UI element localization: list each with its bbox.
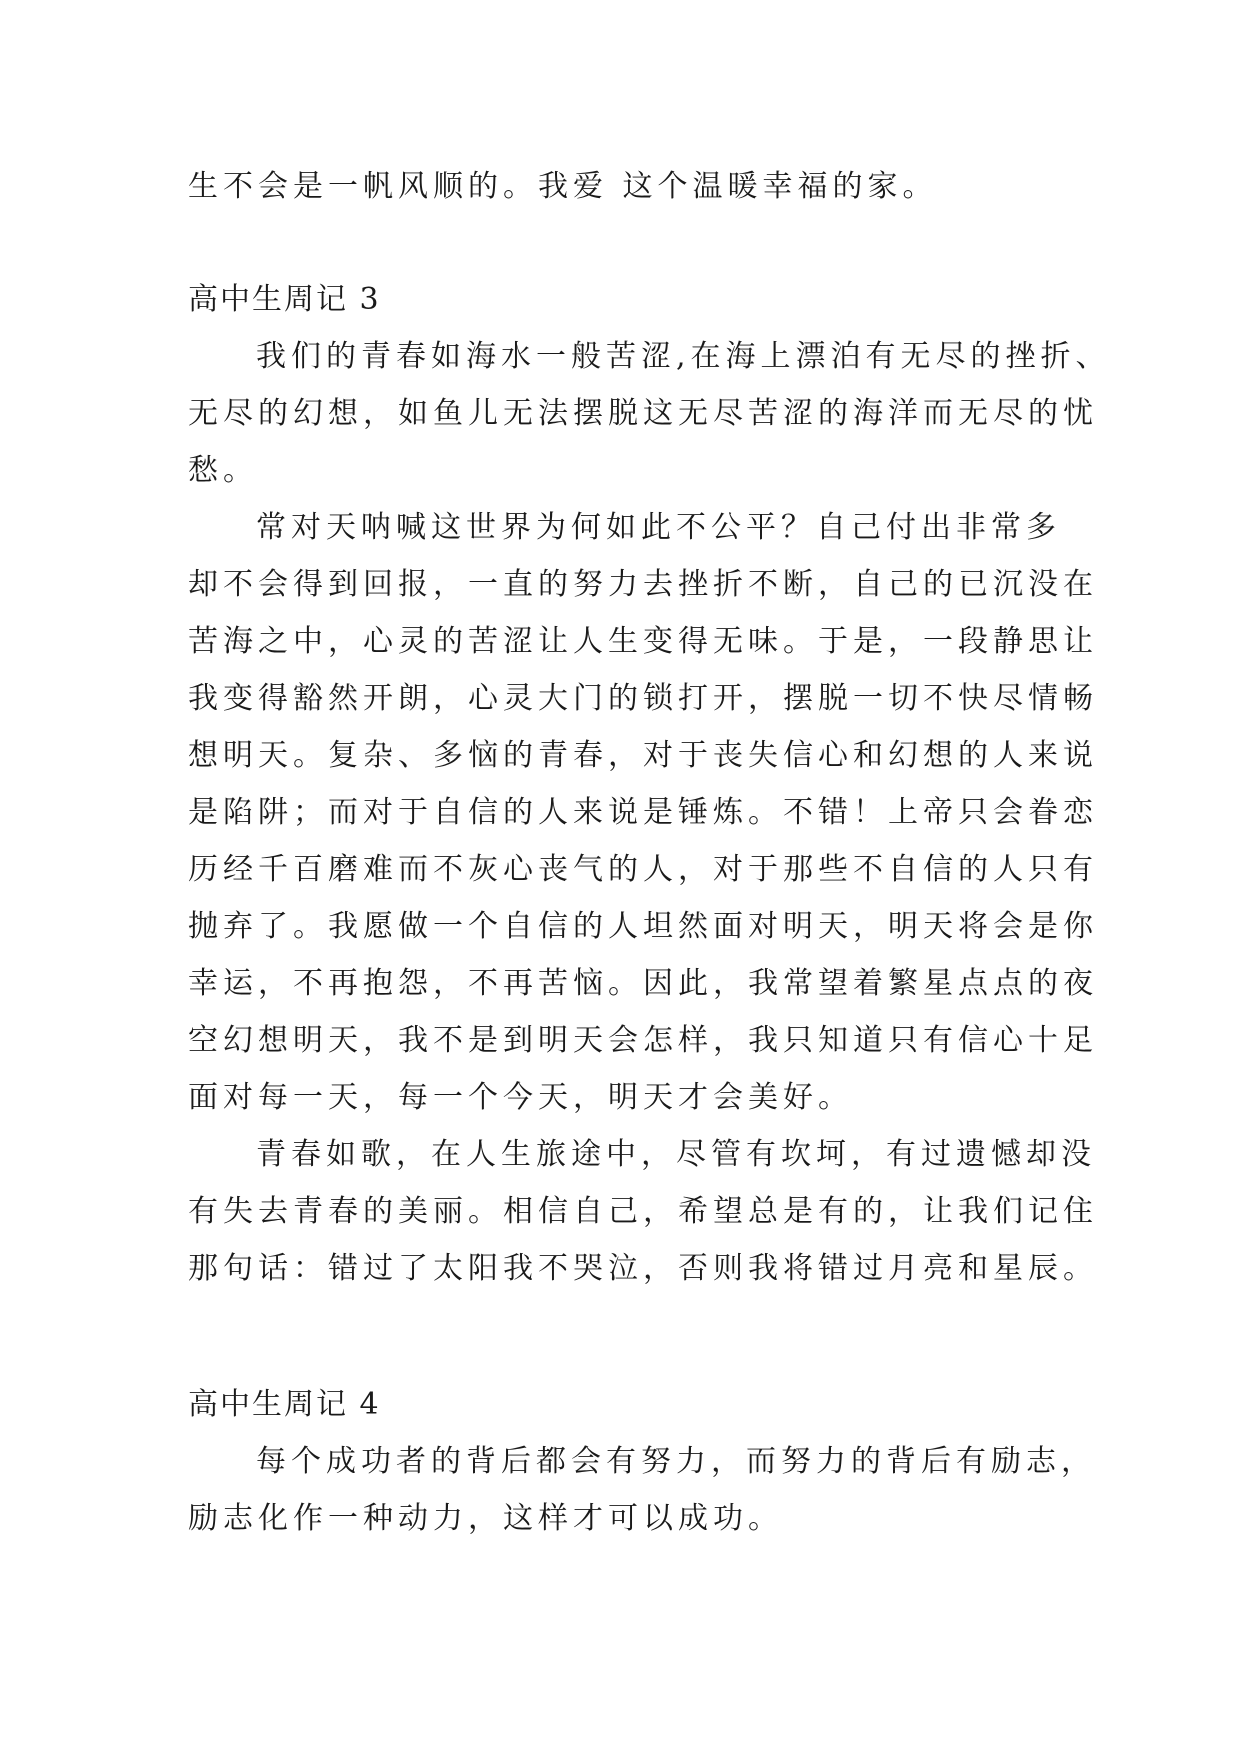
paragraph bbox=[188, 1126, 1098, 1297]
text-line: 抛弃了。我愿做一个自信的人坦然面对明天，明天将会是你 bbox=[188, 909, 1098, 944]
text-line: 生不会是一帆风顺的。我爱 这个温暖幸福的家。 bbox=[188, 169, 938, 204]
paragraph bbox=[188, 1433, 1096, 1547]
section-3 bbox=[188, 271, 1111, 1297]
text-line: 却不会得到回报，一直的努力去挫折不断，自己的已沉没在 bbox=[188, 567, 1098, 602]
intro-paragraph bbox=[188, 158, 1078, 215]
text-line: 那句话：错过了太阳我不哭泣，否则我将错过月亮和星辰。 bbox=[188, 1251, 1098, 1286]
section-heading: 高中生周记 3 bbox=[188, 282, 381, 317]
text-line: 苦海之中，心灵的苦涩让人生变得无味。于是，一段静思让 bbox=[188, 624, 1098, 659]
text-line: 想明天。复杂、多恼的青春，对于丧失信心和幻想的人来说 bbox=[188, 738, 1098, 773]
text-line: 历经千百磨难而不灰心丧气的人，对于那些不自信的人只有 bbox=[188, 852, 1098, 887]
text-line: 是陷阱；而对于自信的人来说是锤炼。不错！上帝只会眷恋 bbox=[188, 795, 1098, 830]
text-line: 面对每一天，每一个今天，明天才会美好。 bbox=[188, 1080, 853, 1115]
section-4 bbox=[188, 1376, 1096, 1547]
text-line: 常对天呐喊这世界为何如此不公平？自己付出非常多 bbox=[256, 510, 1061, 545]
text-line: 每个成功者的背后都会有努力，而努力的背后有励志， bbox=[256, 1444, 1096, 1479]
text-line: 有失去青春的美丽。相信自己，希望总是有的，让我们记住 bbox=[188, 1194, 1098, 1229]
text-line: 空幻想明天，我不是到明天会怎样，我只知道只有信心十足 bbox=[188, 1023, 1098, 1058]
text-line: 励志化作一种动力，这样才可以成功。 bbox=[188, 1501, 783, 1536]
paragraph bbox=[188, 499, 1098, 1126]
section-heading: 高中生周记 4 bbox=[188, 1387, 381, 1422]
text-line: 我变得豁然开朗，心灵大门的锁打开，摆脱一切不快尽情畅 bbox=[188, 681, 1098, 716]
paragraph bbox=[188, 328, 1111, 499]
text-line: 愁。 bbox=[188, 453, 258, 488]
text-line: 幸运，不再抱怨，不再苦恼。因此，我常望着繁星点点的夜 bbox=[188, 966, 1098, 1001]
text-line: 无尽的幻想，如鱼儿无法摆脱这无尽苦涩的海洋而无尽的忧 bbox=[188, 396, 1098, 431]
text-line: 我们的青春如海水一般苦涩,在海上漂泊有无尽的挫折、 bbox=[256, 339, 1111, 374]
text-line: 青春如歌，在人生旅途中，尽管有坎坷，有过遗憾却没 bbox=[256, 1137, 1096, 1172]
